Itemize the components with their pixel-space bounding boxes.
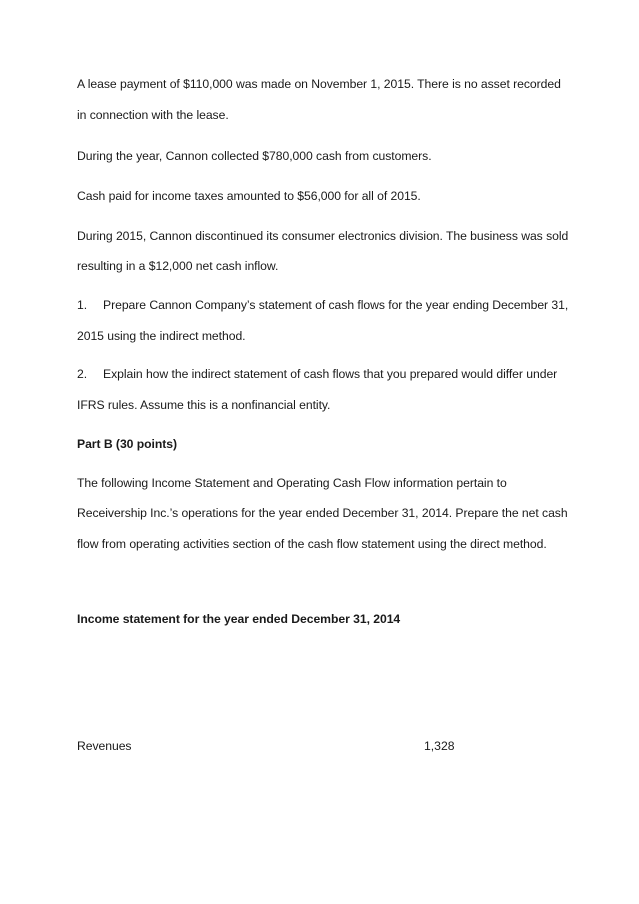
question-1-line-1 (77, 297, 568, 313)
revenues-value: 1,328 (424, 739, 455, 753)
question-1-number: 1. (77, 298, 88, 312)
income-statement-heading: Income statement for the year ended December 31, 2014 (77, 612, 401, 626)
collected-paragraph: During the year, Cannon collected $780,000 cash from customers. (77, 149, 432, 163)
discontinued-paragraph-line-2: resulting in a $12,000 net cash inflow. (77, 259, 279, 273)
taxes-paragraph: Cash paid for income taxes amounted to $56,000 for all of 2015. (77, 189, 421, 203)
question-1-line-2: 2015 using the indirect method. (77, 329, 246, 343)
part-b-intro-line-2: Receivership Inc.’s operations for the year ended December 31, 2014. Prepare the net cash (77, 506, 568, 520)
part-b-heading: Part B (30 points) (77, 437, 177, 451)
part-b-intro-line-3: flow from operating activities section of the cash flow statement using the direct method. (77, 537, 547, 551)
lease-paragraph-line-1: A lease payment of $110,000 was made on November 1, 2015. There is no asset recorded (77, 77, 561, 91)
discontinued-paragraph-line-1: During 2015, Cannon discontinued its consumer electronics division. The business was sold (77, 229, 569, 243)
part-b-intro-line-1: The following Income Statement and Operating Cash Flow information pertain to (77, 476, 507, 490)
lease-paragraph-line-2: in connection with the lease. (77, 108, 229, 122)
question-1-text: Prepare Cannon Company’s statement of cash flows for the year ending December 31, (103, 298, 569, 312)
question-2-line-2: IFRS rules. Assume this is a nonfinancial entity. (77, 398, 331, 412)
revenues-label: Revenues (77, 739, 132, 753)
question-2-line-1 (77, 366, 557, 382)
question-2-number: 2. (77, 367, 88, 381)
question-2-text: Explain how the indirect statement of cash flows that you prepared would differ under (103, 367, 558, 381)
